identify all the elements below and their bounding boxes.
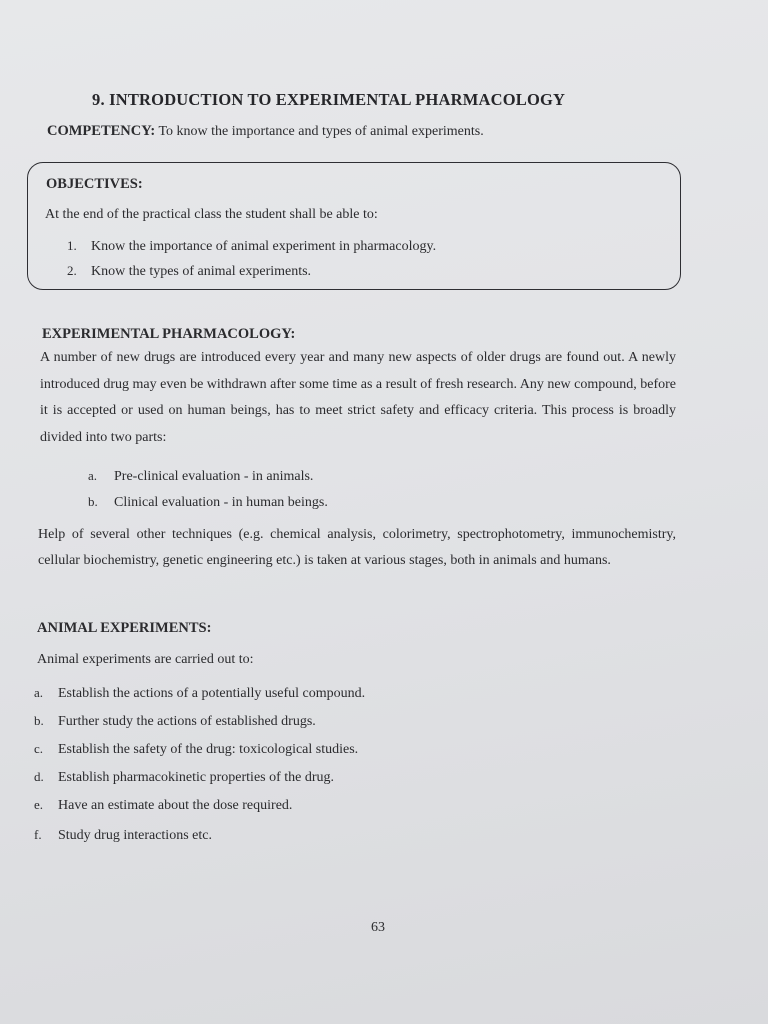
part-number: a. (88, 468, 98, 483)
list-item-number: f. (34, 827, 42, 842)
list-item (34, 685, 365, 702)
part-text: Pre-clinical evaluation - in animals. (114, 469, 314, 484)
experimental-pharmacology-paragraph: A number of new drugs are introduced every year and many new aspects of older drugs are found out. A newly introduced drug may even be withdrawn after some time as a result of fresh research. Any new compound, before it is accepted or used on human beings, has to meet strict safety and efficacy criteria. This process is broadly divided into two parts: (40, 350, 677, 445)
list-item-number: c. (34, 741, 44, 756)
objective-item (67, 263, 311, 280)
list-item-number: d. (34, 769, 44, 784)
part-number: b. (88, 494, 98, 509)
objective-item (67, 238, 436, 255)
list-item (34, 827, 212, 844)
competency-label: COMPETENCY: (47, 123, 156, 139)
animal-experiments-intro: Animal experiments are carried out to: (37, 652, 254, 667)
objective-number: 1. (67, 238, 77, 253)
list-item-text: Study drug interactions etc. (58, 828, 212, 843)
list-item (34, 713, 316, 730)
list-item-text: Have an estimate about the dose required. (58, 798, 293, 813)
techniques-paragraph: Help of several other techniques (e.g. chemical analysis, colorimetry, spectrophotometry, immunochemistry, cellular biochemistry, genetic engineering etc.) is taken at various stages, both in animals and humans. (38, 527, 676, 568)
competency-line (47, 123, 484, 140)
list-item-text: Establish pharmacokinetic properties of the drug. (58, 770, 335, 785)
list-item (34, 741, 358, 758)
list-item-number: a. (34, 685, 44, 700)
objective-text: Know the types of animal experiments. (91, 264, 312, 279)
list-item (34, 769, 334, 786)
evaluation-part (88, 494, 328, 511)
evaluation-part (88, 468, 313, 485)
objectives-intro: At the end of the practical class the student shall be able to: (45, 207, 378, 222)
page-number: 63 (371, 920, 385, 935)
experimental-pharmacology-heading: EXPERIMENTAL PHARMACOLOGY: (42, 326, 296, 342)
list-item-number: b. (34, 713, 44, 728)
list-item-text: Further study the actions of established drugs. (58, 714, 316, 729)
list-item-number: e. (34, 797, 44, 812)
page-title: 9. INTRODUCTION TO EXPERIMENTAL PHARMACOLOGY (92, 90, 566, 109)
competency-text: To know the importance and types of animal experiments. (158, 124, 484, 139)
objective-number: 2. (67, 263, 77, 278)
objective-text: Know the importance of animal experiment in pharmacology. (91, 239, 437, 254)
list-item (34, 797, 292, 814)
list-item-text: Establish the actions of a potentially useful compound. (58, 686, 366, 701)
objectives-heading: OBJECTIVES: (46, 176, 143, 192)
list-item-text: Establish the safety of the drug: toxicological studies. (58, 742, 359, 757)
animal-experiments-heading: ANIMAL EXPERIMENTS: (37, 620, 212, 636)
part-text: Clinical evaluation - in human beings. (114, 495, 328, 510)
